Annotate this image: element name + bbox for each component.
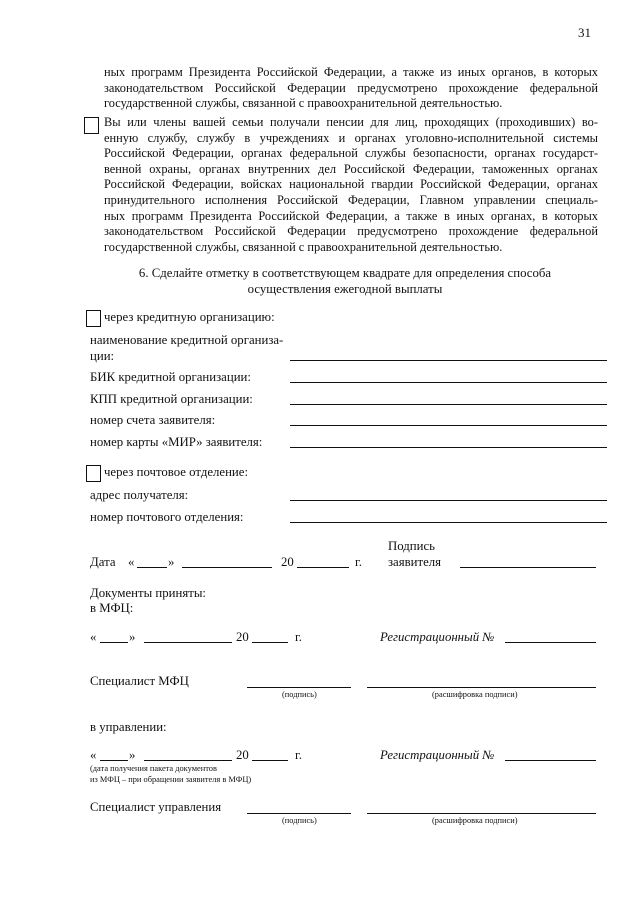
dept-specialist-signature-field[interactable] — [247, 813, 351, 814]
dept-signature-caption: (подпись) — [282, 816, 317, 825]
date-year-field[interactable] — [297, 567, 349, 568]
dept-decode-caption: (расшифровка подписи) — [432, 816, 518, 825]
dept-date-month-field[interactable] — [144, 760, 232, 761]
applicant-signature-label-cont: заявителя — [388, 555, 442, 569]
dept-label: в управлении: — [90, 720, 167, 734]
post-office-number-field[interactable] — [290, 522, 607, 523]
dept-date-note: (дата получения пакета документов — [90, 764, 217, 773]
dept-reg-number-field[interactable] — [505, 760, 596, 761]
post-office-number-label: номер почтового отделения: — [90, 510, 244, 524]
dept-year-field[interactable] — [252, 760, 288, 761]
mfc-decode-caption: (расшифровка подписи) — [432, 690, 518, 699]
text-line: ных программ Президента Российской Федерации, а также в иных органах, в которых — [104, 208, 598, 223]
dept-specialist-name-field[interactable] — [367, 813, 596, 814]
account-field[interactable] — [290, 425, 607, 426]
docs-accepted-label: Документы приняты: — [90, 586, 206, 600]
credit-org-name-label-cont: ции: — [90, 349, 115, 363]
dept-date-note-cont: из МФЦ – при обращении заявителя в МФЦ) — [90, 775, 252, 784]
mfc-signature-caption: (подпись) — [282, 690, 317, 699]
section-6-heading — [90, 265, 600, 297]
page-number: 31 — [578, 25, 591, 40]
kpp-label: КПП кредитной организации: — [90, 392, 253, 406]
dept-specialist-label: Специалист управления — [90, 800, 222, 814]
text-line: Российской Федерации, органах федеральной службы безопасности, органах государст- — [104, 146, 598, 161]
address-label: адрес получателя: — [90, 488, 189, 502]
mfc-date-open-quote: « — [90, 630, 97, 644]
dept-reg-number-label: Регистрационный № — [380, 748, 495, 762]
dept-year-suffix: г. — [295, 748, 303, 762]
applicant-signature-label: Подпись — [388, 539, 435, 553]
mfc-reg-number-field[interactable] — [505, 642, 596, 643]
text-line: венной охраны, органах внутренних дел Российской Федерации, таможенных органах — [104, 161, 598, 176]
bik-label: БИК кредитной организации: — [90, 370, 251, 384]
date-year-prefix: 20 — [281, 555, 294, 569]
mfc-date-close-quote: » — [129, 630, 136, 644]
mfc-year-field[interactable] — [252, 642, 288, 643]
card-field[interactable] — [290, 447, 607, 448]
text-line: енную службу, службу в учреждениях и органах уголовно-исполнительной системы — [104, 130, 598, 145]
text-line: Вы или члены вашей семьи получали пенсии для лиц, проходящих (проходивших) во- — [104, 115, 598, 129]
heading-line: 6. Сделайте отметку в соответствующем квадрате для определения способа — [138, 266, 552, 280]
text-line: государственной службы, связанной с правоохранительной деятельностью. — [104, 96, 503, 111]
text-line: государственной службы, связанной с правоохранительной деятельностью. — [104, 239, 503, 254]
kpp-field[interactable] — [290, 404, 607, 405]
credit-org-name-label: наименование кредитной организа- — [90, 333, 284, 347]
date-year-suffix: г. — [355, 555, 363, 569]
text-line: принудительного исполнения Российской Федерации, Главном управлении специаль- — [104, 192, 598, 207]
date-close-quote: » — [168, 555, 175, 569]
mfc-reg-number-label: Регистрационный № — [380, 630, 495, 644]
credit-org-checkbox[interactable] — [86, 310, 101, 327]
text-line: ных программ Президента Российской Федерации, а также из иных органов, в которых — [104, 65, 598, 79]
account-label: номер счета заявителя: — [90, 413, 216, 427]
pension-checkbox[interactable] — [84, 117, 99, 134]
dept-year-prefix: 20 — [236, 748, 249, 762]
post-office-checkbox[interactable] — [86, 465, 101, 482]
credit-org-name-field[interactable] — [290, 360, 607, 361]
mfc-year-suffix: г. — [295, 630, 303, 644]
post-office-option-label: через почтовое отделение: — [104, 465, 249, 479]
mfc-specialist-label: Специалист МФЦ — [90, 674, 189, 688]
mfc-date-month-field[interactable] — [144, 642, 232, 643]
dept-date-close-quote: » — [129, 748, 136, 762]
mfc-label: в МФЦ: — [90, 601, 134, 615]
address-field[interactable] — [290, 500, 607, 501]
mfc-specialist-name-field[interactable] — [367, 687, 596, 688]
date-day-field[interactable] — [137, 567, 167, 568]
date-open-quote: « — [128, 555, 135, 569]
mfc-specialist-signature-field[interactable] — [247, 687, 351, 688]
date-month-field[interactable] — [182, 567, 272, 568]
credit-org-option-label: через кредитную организацию: — [104, 310, 275, 324]
applicant-signature-field[interactable] — [460, 567, 596, 568]
card-label: номер карты «МИР» заявителя: — [90, 435, 263, 449]
dept-date-open-quote: « — [90, 748, 97, 762]
mfc-year-prefix: 20 — [236, 630, 249, 644]
mfc-date-day-field[interactable] — [100, 642, 128, 643]
pension-paragraph — [104, 115, 598, 255]
text-line: законодательством Российской Федерации предусмотрено прохождение федеральной — [104, 80, 598, 95]
intro-paragraph — [104, 65, 598, 112]
bik-field[interactable] — [290, 382, 607, 383]
date-label: Дата — [90, 555, 116, 569]
dept-date-day-field[interactable] — [100, 760, 128, 761]
text-line: законодательством Российской Федерации предусмотрено прохождение федеральной — [104, 224, 598, 239]
text-line: Российской Федерации, войсках национальной гвардии Российской Федерации, органах — [104, 177, 598, 192]
heading-line: осуществления ежегодной выплаты — [247, 282, 443, 296]
